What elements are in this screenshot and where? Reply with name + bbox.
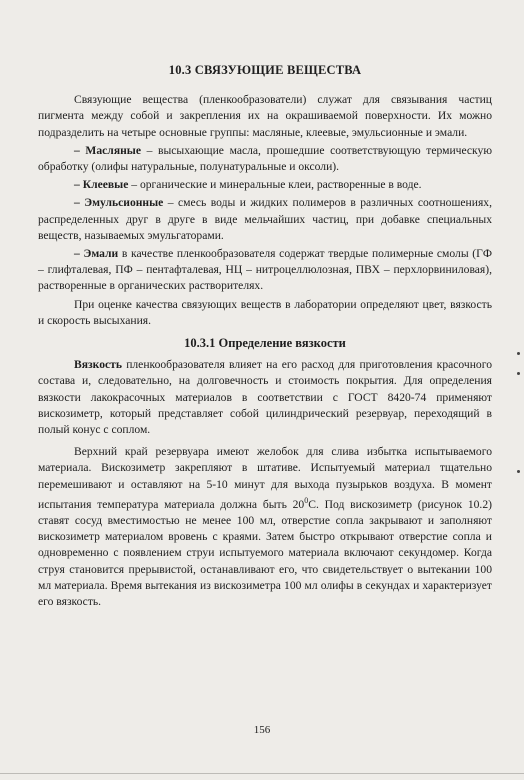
term-enamel: – Эмали — [74, 247, 119, 261]
subsection-heading: 10.3.1 Определение вязкости — [184, 336, 346, 351]
term-oil: – Масляные — [74, 143, 141, 157]
quality-paragraph: При оценке качества связующих веществ в лаборатории определяют цвет, вязкость и скорость высыхания. — [38, 297, 492, 327]
group-glue: – Клеевые – органические и минеральные клеи, растворенные в воде. — [74, 178, 422, 192]
group-emulsion: – Эмульсионные – смесь воды и жидких полимеров в различных соотношениях, распределенных друг в друге в виде мельчайших частиц, при добавке специальных веществ, называемых эмульгаторами. — [38, 196, 492, 242]
scan-speck — [517, 352, 520, 355]
scan-speck — [517, 470, 520, 473]
page-bottom-edge — [0, 773, 524, 774]
term-glue: – Клеевые — [74, 178, 129, 192]
group-oil: – Масляные – высыхающие масла, прошедшие соответствующую термическую обработку (олифы натуральные, полунатуральные и оксоли). — [38, 143, 492, 174]
page-content — [38, 62, 492, 610]
scan-speck — [517, 372, 520, 375]
intro-paragraph: Связующие вещества (пленкообразователи) служат для связывания частиц пигмента между собой и закрепления их на окрашиваемой поверхности. Их можно подразделить на четыре основные группы: масляные, клеевые, эмульсионные и эмали. — [38, 93, 492, 139]
page-number: 156 — [253, 724, 271, 736]
procedure-paragraph: Верхний край резервуара имеют желобок для слива избытка испытываемого материала. Вискозиметр закрепляют в штативе. Испытуемый материал тщательно перемешивают и оставляют на 5-10 минут для выхода пузырьков воздуха. В момент испытания температура материала должна быть $20^0С$. Под вискозиметр (рисунок 10.2) ставят сосуд вместимостью не менее 100 мл, отверстие сопла закрывают и заполняют вискозиметр материалом вровень с краями. Затем быстро открывают отверстие сопла и одновременно с появлением струи испытуемого материала включают секундомер. Когда струя становится прерывистой, останавливают его, что свидетельствует о вытекании 100 мл материала. Время вытекания из вискозиметра 100 мл олифы в секундах и характеризует его вязкость. — [38, 445, 492, 608]
term-viscosity: Вязкость — [74, 358, 122, 372]
term-emulsion: – Эмульсионные — [74, 196, 164, 210]
group-enamel: – Эмали в качестве пленкообразователя содержат твердые полимерные смолы (ГФ – глифталевая, ПФ – пентафталевая, НЦ – нитроцеллюлозная, ПВХ – перхлорвиниловая), растворенные в органических растворителях. — [38, 247, 492, 293]
degree-superscript: 0 — [304, 495, 309, 505]
section-heading: 10.3 СВЯЗУЮЩИЕ ВЕЩЕСТВА — [168, 63, 362, 77]
viscosity-paragraph: Вязкость пленкообразователя влияет на его расход для приготовления красочного состава и, следовательно, на долговечность и стоимость покрытия. Для определения вязкости лакокрасочных материалов в соответствии с ГОСТ 8420-74 применяют вискозиметр, который представляет собой цилиндрический резервуар, переходящий в полый конус с соплом. — [38, 358, 492, 437]
